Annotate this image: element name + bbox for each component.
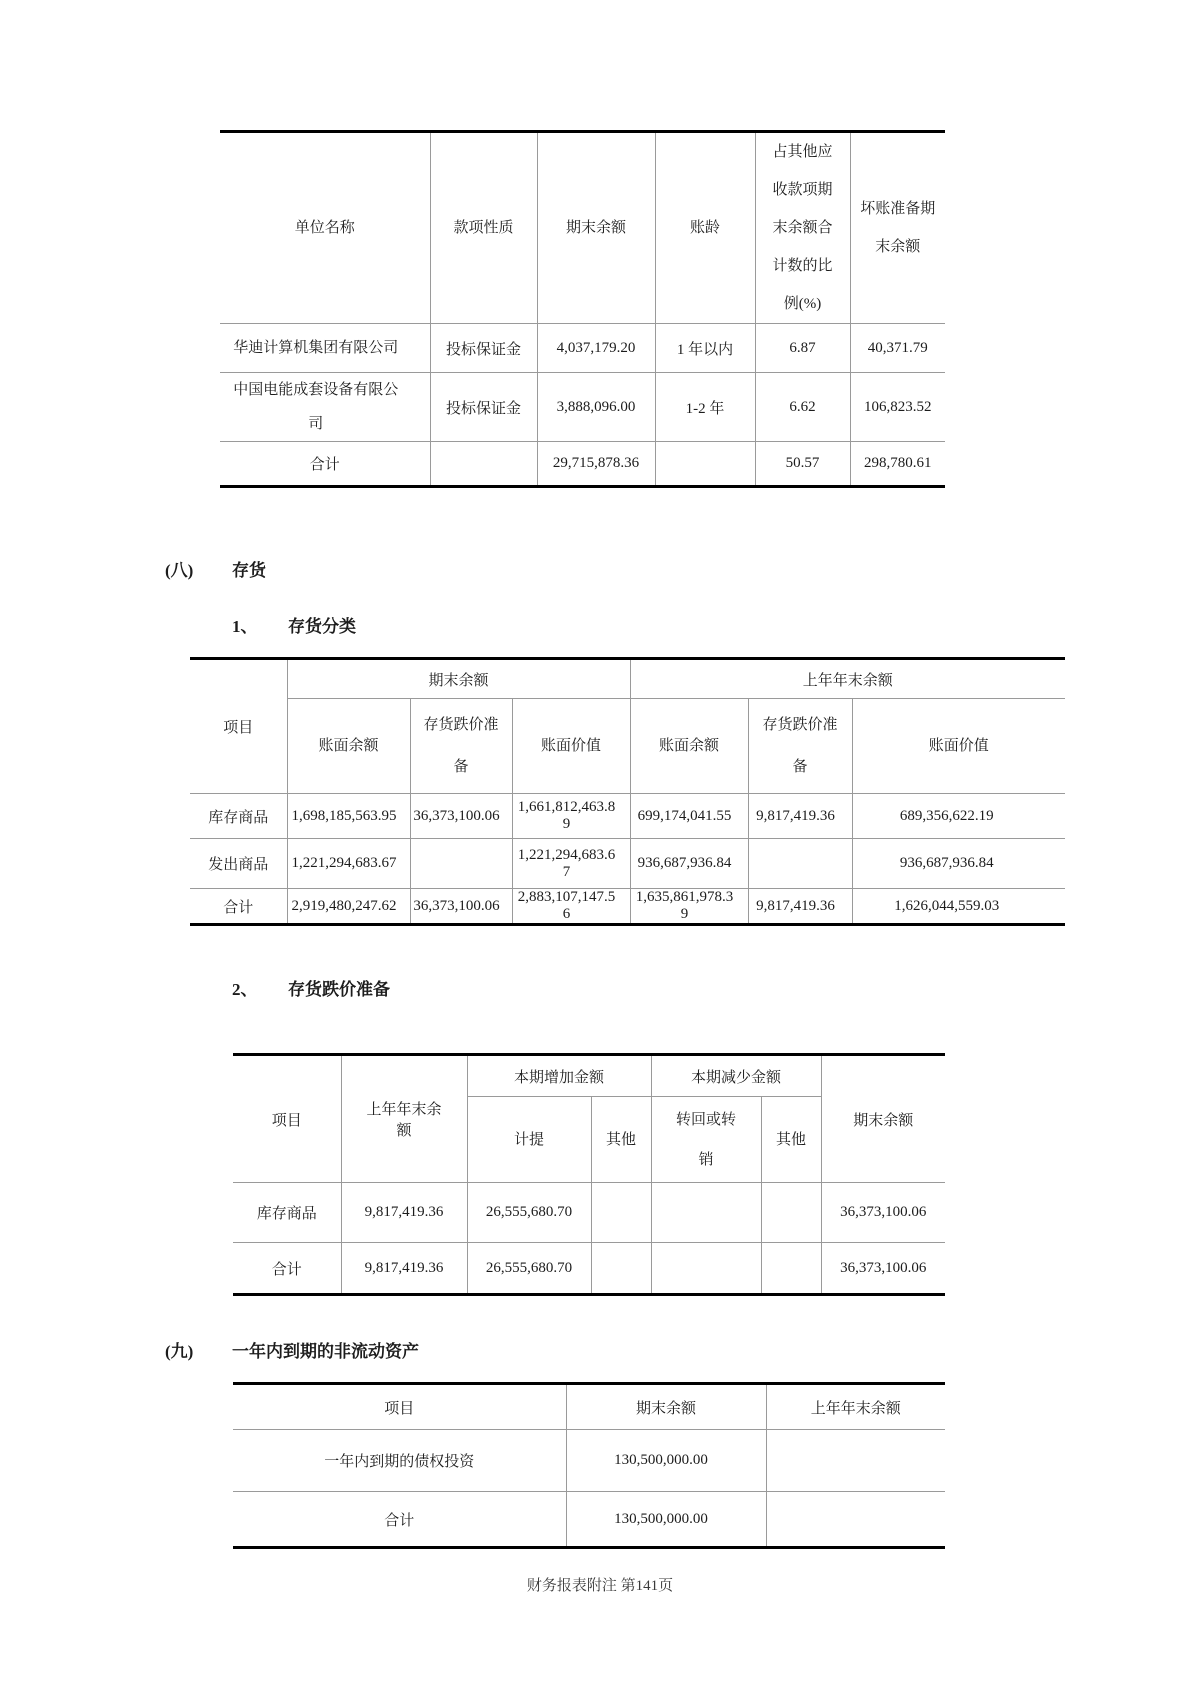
cell-ending: 36,373,100.06 bbox=[821, 1183, 945, 1243]
cell-value: 699,174,041.55 bbox=[630, 794, 748, 839]
section-heading-maturing-noncurrent bbox=[165, 1337, 419, 1362]
section-title: 存货 bbox=[232, 561, 266, 580]
header-cell-accrual: 计提 bbox=[467, 1097, 591, 1183]
cell-value bbox=[410, 839, 512, 889]
table-row bbox=[220, 324, 945, 373]
cell-value: 2,883,107,147.56 bbox=[512, 889, 630, 925]
cell-total-label: 合计 bbox=[190, 889, 287, 925]
cell-bad-debt: 40,371.79 bbox=[850, 324, 945, 373]
table-row bbox=[220, 373, 945, 442]
header-cell-nature: 款项性质 bbox=[430, 132, 537, 324]
cell-item: 发出商品 bbox=[190, 839, 287, 889]
cell-value: 1,635,861,978.39 bbox=[630, 889, 748, 925]
cell-value: 1,221,294,683.67 bbox=[287, 839, 410, 889]
header-cell-unit: 单位名称 bbox=[220, 132, 430, 324]
cell-value: 2,919,480,247.62 bbox=[287, 889, 410, 925]
cell-bad-debt: 106,823.52 bbox=[850, 373, 945, 442]
total-row bbox=[233, 1492, 945, 1548]
cell-total-label: 合计 bbox=[233, 1492, 566, 1548]
cell-ending: 4,037,179.20 bbox=[537, 324, 655, 373]
cell-nature: 投标保证金 bbox=[430, 324, 537, 373]
cell-aging: 1 年以内 bbox=[655, 324, 755, 373]
cell-value bbox=[748, 839, 852, 889]
cell-nature: 投标保证金 bbox=[430, 373, 537, 442]
cell-value: 1,626,044,559.03 bbox=[852, 889, 1065, 925]
cell-other bbox=[591, 1243, 651, 1295]
total-row bbox=[233, 1243, 945, 1295]
table-row bbox=[233, 1183, 945, 1243]
cell-nature bbox=[430, 442, 537, 487]
cell-bad-debt: 298,780.61 bbox=[850, 442, 945, 487]
subsection-number: 2、 bbox=[232, 980, 258, 999]
cell-value: 936,687,936.84 bbox=[630, 839, 748, 889]
inventory-provision-table bbox=[233, 1053, 945, 1296]
cell-value: 1,221,294,683.67 bbox=[512, 839, 630, 889]
cell-ending: 29,715,878.36 bbox=[537, 442, 655, 487]
header-cell-provision: 存货跌价准备 bbox=[748, 699, 852, 794]
sub-header-row bbox=[190, 699, 1065, 794]
header-cell-book-balance: 账面余额 bbox=[630, 699, 748, 794]
table-row bbox=[190, 794, 1065, 839]
section-heading-inventory bbox=[165, 556, 266, 581]
cell-ratio: 6.62 bbox=[755, 373, 850, 442]
header-group-prior: 上年年末余额 bbox=[630, 659, 1065, 699]
header-cell-prior: 上年年末余额 bbox=[341, 1055, 467, 1183]
subsection-title: 存货跌价准备 bbox=[288, 980, 390, 999]
subsection-number: 1、 bbox=[232, 617, 258, 636]
header-cell-book-value: 账面价值 bbox=[512, 699, 630, 794]
maturing-noncurrent-table bbox=[233, 1382, 945, 1549]
header-cell-ending: 期末余额 bbox=[821, 1055, 945, 1183]
cell-value: 689,356,622.19 bbox=[852, 794, 1065, 839]
header-cell-item: 项目 bbox=[190, 659, 287, 794]
group-header-row bbox=[190, 659, 1065, 699]
group-header-row bbox=[233, 1055, 945, 1097]
cell-ending: 3,888,096.00 bbox=[537, 373, 655, 442]
cell-item: 一年内到期的债权投资 bbox=[233, 1430, 566, 1492]
inventory-classification-table bbox=[190, 657, 1065, 926]
other-receivables-table bbox=[220, 130, 945, 488]
cell-aging bbox=[655, 442, 755, 487]
cell-other bbox=[761, 1243, 821, 1295]
header-cell-ratio: 占其他应收款项期末余额合计数的比例(%) bbox=[755, 132, 850, 324]
cell-value: 1,661,812,463.89 bbox=[512, 794, 630, 839]
cell-item: 库存商品 bbox=[190, 794, 287, 839]
table-row bbox=[190, 839, 1065, 889]
header-cell-prior: 上年年末余额 bbox=[766, 1384, 945, 1430]
header-group-decrease: 本期减少金额 bbox=[651, 1055, 821, 1097]
cell-value: 9,817,419.36 bbox=[748, 889, 852, 925]
cell-ending: 130,500,000.00 bbox=[566, 1492, 766, 1548]
header-group-ending: 期末余额 bbox=[287, 659, 630, 699]
header-cell-bad-debt: 坏账准备期末余额 bbox=[850, 132, 945, 324]
cell-value: 1,698,185,563.95 bbox=[287, 794, 410, 839]
cell-value: 9,817,419.36 bbox=[748, 794, 852, 839]
header-cell-book-value: 账面价值 bbox=[852, 699, 1065, 794]
header-cell-aging: 账龄 bbox=[655, 132, 755, 324]
cell-prior: 9,817,419.36 bbox=[341, 1183, 467, 1243]
header-cell-book-balance: 账面余额 bbox=[287, 699, 410, 794]
table-row bbox=[233, 1430, 945, 1492]
cell-reversal bbox=[651, 1183, 761, 1243]
cell-prior: 9,817,419.36 bbox=[341, 1243, 467, 1295]
cell-value: 36,373,100.06 bbox=[410, 889, 512, 925]
subsection-title: 存货分类 bbox=[288, 617, 356, 636]
cell-reversal bbox=[651, 1243, 761, 1295]
cell-value: 36,373,100.06 bbox=[410, 794, 512, 839]
table-header-row bbox=[220, 132, 945, 324]
cell-total-label: 合计 bbox=[220, 442, 430, 487]
cell-ratio: 50.57 bbox=[755, 442, 850, 487]
cell-other bbox=[591, 1183, 651, 1243]
subsection-heading-inventory-classification bbox=[232, 612, 356, 637]
cell-accrual: 26,555,680.70 bbox=[467, 1183, 591, 1243]
header-cell-item: 项目 bbox=[233, 1055, 341, 1183]
section-title: 一年内到期的非流动资产 bbox=[232, 1342, 419, 1361]
cell-accrual: 26,555,680.70 bbox=[467, 1243, 591, 1295]
cell-unit: 中国电能成套设备有限公司 bbox=[220, 373, 430, 442]
section-number: (九) bbox=[165, 1342, 194, 1361]
header-cell-reversal: 转回或转销 bbox=[651, 1097, 761, 1183]
cell-ending: 36,373,100.06 bbox=[821, 1243, 945, 1295]
cell-ratio: 6.87 bbox=[755, 324, 850, 373]
header-cell-ending: 期末余额 bbox=[537, 132, 655, 324]
cell-ending: 130,500,000.00 bbox=[566, 1430, 766, 1492]
cell-prior bbox=[766, 1492, 945, 1548]
cell-aging: 1-2 年 bbox=[655, 373, 755, 442]
header-cell-ending: 期末余额 bbox=[566, 1384, 766, 1430]
header-cell-provision: 存货跌价准备 bbox=[410, 699, 512, 794]
cell-item: 库存商品 bbox=[233, 1183, 341, 1243]
section-number: (八) bbox=[165, 561, 194, 580]
page-footer: 财务报表附注 第141页 bbox=[526, 1578, 674, 1594]
cell-other bbox=[761, 1183, 821, 1243]
total-row bbox=[190, 889, 1065, 925]
subsection-heading-inventory-provision bbox=[232, 975, 390, 1000]
header-cell-item: 项目 bbox=[233, 1384, 566, 1430]
cell-unit: 华迪计算机集团有限公司 bbox=[220, 324, 430, 373]
table-header-row bbox=[233, 1384, 945, 1430]
cell-prior bbox=[766, 1430, 945, 1492]
header-cell-other: 其他 bbox=[591, 1097, 651, 1183]
header-group-increase: 本期增加金额 bbox=[467, 1055, 651, 1097]
total-row bbox=[220, 442, 945, 487]
cell-total-label: 合计 bbox=[233, 1243, 341, 1295]
cell-value: 936,687,936.84 bbox=[852, 839, 1065, 889]
header-cell-other: 其他 bbox=[761, 1097, 821, 1183]
